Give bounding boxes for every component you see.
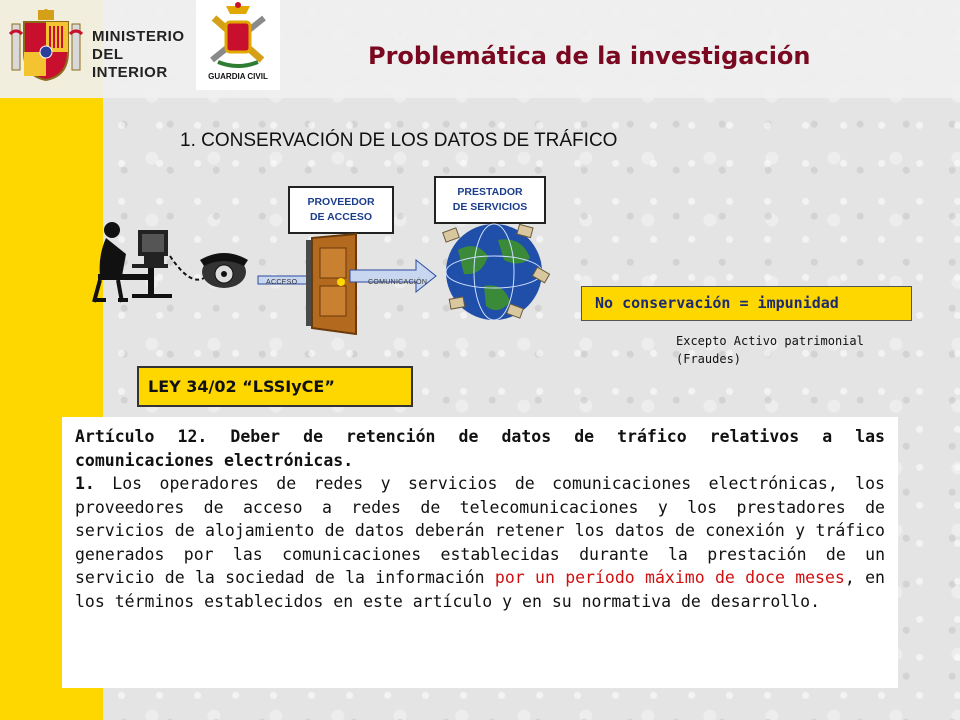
section-heading: 1. CONSERVACIÓN DE LOS DATOS DE TRÁFICO xyxy=(180,130,618,151)
retention-period-highlight: por un período máximo de doce meses xyxy=(494,568,845,587)
prestador-line2: DE SERVICIOS xyxy=(452,201,528,213)
excepto-note: Excepto Activo patrimonial (Fraudes) xyxy=(676,334,864,366)
guardia-civil-logo xyxy=(196,0,280,90)
ministry-line2: DEL INTERIOR xyxy=(92,46,168,81)
globe-icon xyxy=(443,224,550,320)
no-conservacion-callout: No conservación = impunidad xyxy=(581,286,912,321)
door-icon xyxy=(306,234,356,334)
ley-callout: LEY 34/02 “LSSIyCE” xyxy=(137,366,413,407)
paragraph-number: 1. xyxy=(75,474,95,493)
network-diagram xyxy=(88,210,568,335)
comunicacion-label: COMUNICACIÓN xyxy=(368,279,428,286)
user-at-computer-icon xyxy=(94,222,172,302)
article-text-box xyxy=(62,417,898,688)
guardia-civil-emblem-icon xyxy=(196,0,280,72)
acceso-label: ACCESO xyxy=(266,279,298,286)
article-paragraph xyxy=(75,472,885,613)
comunicacion-arrow xyxy=(350,260,436,292)
ministry-line1: MINISTERIO xyxy=(92,28,185,45)
article-title: Artículo 12. Deber de retención de datos de tráfico relativos a las comunicaciones electrónicas. xyxy=(75,427,885,470)
prestador-line1: PRESTADOR xyxy=(457,186,523,198)
paragraph-body-start: Los operadores de redes y servicios de comunicaciones electrónicas, los proveedores de acceso a redes de telecomunicaciones y los prestadores de servicios de alojamiento de datos deberán retener los datos de conexión y tráfico generados por las comunicaciones establecidas durante la prestación de un servicio de la sociedad de la información xyxy=(75,474,885,587)
coat-of-arms-icon xyxy=(8,8,84,84)
paragraph-body-end: , en los términos establecidos en este artículo y en su normativa de desarrollo. xyxy=(75,568,885,611)
ministry-name xyxy=(92,28,188,82)
page-title: Problemática de la investigación xyxy=(368,42,811,70)
telephone-icon xyxy=(200,253,248,288)
proveedor-line2: DE ACCESO xyxy=(309,211,373,223)
guardia-civil-label: GUARDIA CIVIL xyxy=(208,72,268,81)
phone-cable xyxy=(170,256,204,280)
ministerio-logo xyxy=(8,8,188,84)
proveedor-line1: PROVEEDOR xyxy=(307,196,375,208)
